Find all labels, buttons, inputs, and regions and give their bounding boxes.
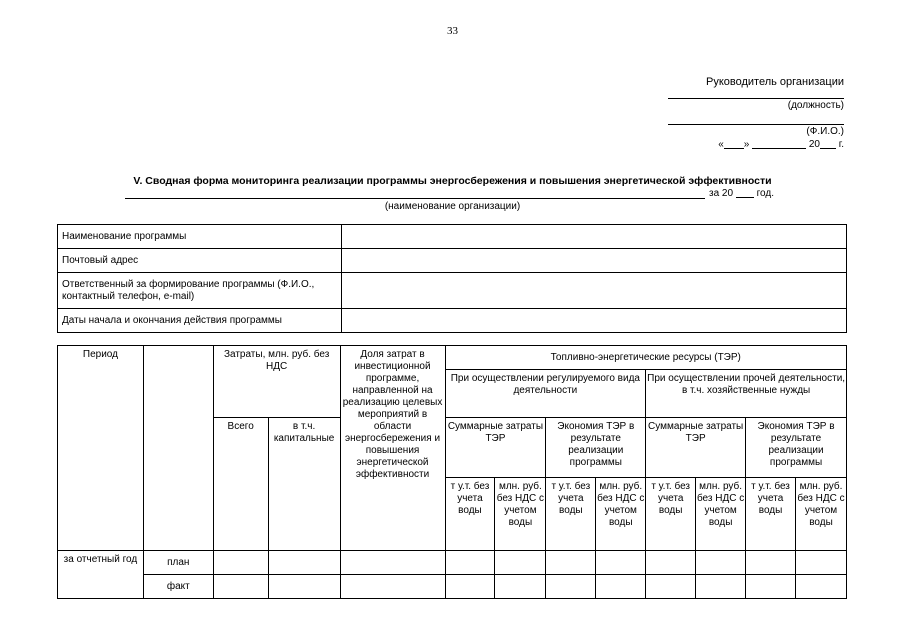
report-year-blank — [736, 187, 754, 198]
table-row — [58, 309, 847, 333]
other-activity-header: При осуществлении прочей деятельности, в т.ч. хозяйственные нужды — [646, 370, 847, 418]
day-blank — [724, 138, 744, 149]
table-cell[interactable] — [268, 575, 340, 599]
unit-rub-header: млн. руб. без НДС с учетом воды — [796, 478, 847, 551]
name-caption: (Ф.И.О.) — [806, 126, 844, 137]
organization-line — [125, 198, 705, 199]
table-row — [58, 225, 847, 249]
unit-rub-header: млн. руб. без НДС с учетом воды — [696, 478, 746, 551]
program-dates-label: Даты начала и окончания действия программы — [58, 309, 342, 333]
unit-toe-header: т у.т. без учета воды — [445, 478, 495, 551]
program-name-value[interactable] — [341, 225, 846, 249]
table-cell[interactable] — [495, 551, 546, 575]
costs-header: Затраты, млн. руб. без НДС — [213, 346, 340, 418]
approval-date — [718, 138, 844, 150]
costs-total-header: Всего — [213, 418, 268, 551]
table-cell[interactable] — [646, 575, 696, 599]
table-row — [58, 273, 847, 309]
table-cell[interactable] — [213, 575, 268, 599]
postal-address-label: Почтовый адрес — [58, 249, 342, 273]
table-cell[interactable] — [796, 551, 847, 575]
organization-row — [125, 187, 785, 201]
table-cell[interactable] — [596, 551, 646, 575]
date-year-suffix: г. — [838, 139, 844, 150]
table-cell[interactable] — [495, 575, 546, 599]
table-cell[interactable] — [445, 551, 495, 575]
table-cell[interactable] — [746, 551, 796, 575]
other-total-costs-header: Суммарные затраты ТЭР — [646, 418, 746, 478]
fer-header: Топливно-энергетические ресурсы (ТЭР) — [445, 346, 847, 370]
organization-caption: (наименование организации) — [384, 201, 521, 212]
date-close-quote: » — [743, 139, 750, 150]
unit-toe-header: т у.т. без учета воды — [746, 478, 796, 551]
other-savings-header: Экономия ТЭР в результате реализации программы — [746, 418, 847, 478]
postal-address-value[interactable] — [341, 249, 846, 273]
year-blank — [820, 138, 836, 149]
table-cell[interactable] — [696, 551, 746, 575]
date-year-prefix: 20 — [808, 139, 820, 150]
investment-share-header: Доля затрат в инвестиционной программе, направленной на реализацию целевых мероприятий в области энергосбережения и повышения энергетической эффективности — [340, 346, 445, 551]
unit-toe-header: т у.т. без учета воды — [546, 478, 596, 551]
report-year-suffix: год. — [756, 188, 775, 199]
date-open-quote: « — [718, 139, 724, 150]
form-title: V. Сводная форма мониторинга реализации программы энергосбережения и повышения энергетической эффективности — [133, 175, 772, 187]
monitoring-table — [57, 345, 847, 599]
table-cell[interactable] — [546, 575, 596, 599]
program-dates-value[interactable] — [341, 309, 846, 333]
table-cell[interactable] — [696, 575, 746, 599]
table-cell[interactable] — [646, 551, 696, 575]
table-cell[interactable] — [340, 575, 445, 599]
reporting-year-label: за отчетный год — [58, 551, 144, 599]
table-row — [58, 575, 847, 599]
table-cell[interactable] — [213, 551, 268, 575]
unit-rub-header: млн. руб. без НДС с учетом воды — [495, 478, 546, 551]
month-blank — [752, 138, 806, 149]
regulated-savings-header: Экономия ТЭР в результате реализации программы — [546, 418, 646, 478]
fact-label: факт — [143, 575, 213, 599]
period-type-header — [143, 346, 213, 551]
regulated-total-costs-header: Суммарные затраты ТЭР — [445, 418, 546, 478]
unit-toe-header: т у.т. без учета воды — [646, 478, 696, 551]
responsible-label: Ответственный за формирование программы (Ф.И.О., контактный телефон, e-mail) — [58, 273, 342, 309]
period-header: Период — [58, 346, 144, 551]
approval-title: Руководитель организации — [705, 76, 844, 88]
regulated-activity-header: При осуществлении регулируемого вида деятельности — [445, 370, 646, 418]
position-line — [668, 98, 844, 99]
responsible-value[interactable] — [341, 273, 846, 309]
page-number: 33 — [447, 25, 458, 37]
header-row-1 — [58, 346, 847, 370]
costs-capital-header: в т.ч. капитальные — [268, 418, 340, 551]
report-year — [709, 187, 774, 199]
position-caption: (должность) — [787, 100, 844, 111]
report-year-prefix: за 20 — [709, 188, 734, 199]
table-cell[interactable] — [746, 575, 796, 599]
table-cell[interactable] — [445, 575, 495, 599]
plan-label: план — [143, 551, 213, 575]
table-row — [58, 249, 847, 273]
program-name-label: Наименование программы — [58, 225, 342, 249]
table-row — [58, 551, 847, 575]
table-cell[interactable] — [340, 551, 445, 575]
table-cell[interactable] — [596, 575, 646, 599]
program-info-table — [57, 224, 847, 333]
table-cell[interactable] — [268, 551, 340, 575]
name-line — [668, 124, 844, 125]
unit-rub-header: млн. руб. без НДС с учетом воды — [596, 478, 646, 551]
table-cell[interactable] — [546, 551, 596, 575]
table-cell[interactable] — [796, 575, 847, 599]
